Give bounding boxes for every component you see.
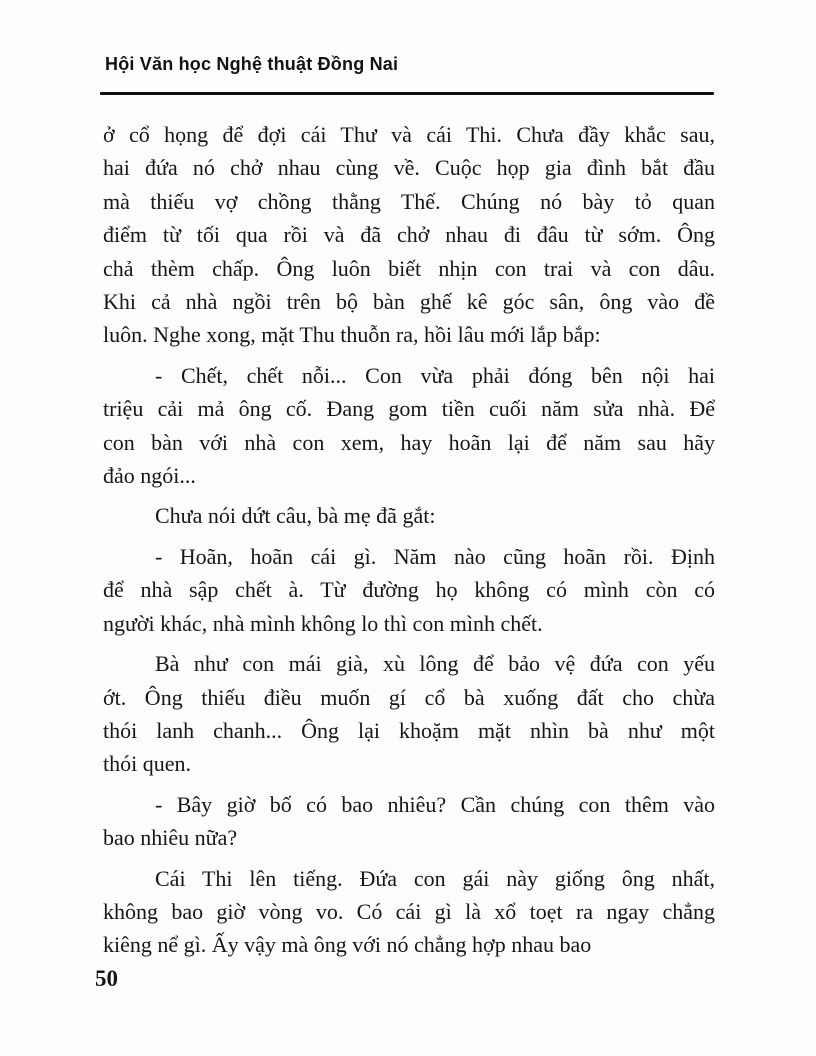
text-line: Khi cả nhà ngồi trên bộ bàn ghế kê góc sân, ông vào đề [103,289,715,315]
paragraph [103,862,715,962]
text-line: ớt. Ông thiếu điều muốn gí cổ bà xuống đất cho chừa [103,684,715,710]
text-line: Chưa nói dứt câu, bà mẹ đã gắt: [155,503,436,529]
text-line: Cái Thi lên tiếng. Đứa con gái này giống ông nhất, [155,865,715,891]
text-line: thói lanh chanh... Ông lại khoặm mặt nhìn bà như một [103,717,715,743]
text-line: - Bây giờ bố có bao nhiêu? Cần chúng con thêm vào [155,791,715,817]
page-number: 50 [95,966,118,991]
text-line: - Hoãn, hoãn cái gì. Năm nào cũng hoãn rồi. Định [155,543,715,569]
text-line: hai đứa nó chở nhau cùng về. Cuộc họp gia đình bắt đầu [103,155,715,181]
text-line: thói quen. [103,751,191,777]
text-line: không bao giờ vòng vo. Có cái gì là xổ toẹt ra ngay chẳng [103,898,715,924]
paragraph [103,499,715,532]
paragraph [103,647,715,781]
text-line: để nhà sập chết à. Từ đường họ không có mình còn có [103,577,715,603]
paragraph [103,540,715,640]
text-line: ở cổ họng để đợi cái Thư và cái Thi. Chưa đầy khắc sau, [103,122,715,147]
text-line: đảo ngói... [103,463,196,489]
text-line: triệu cải mả ông cố. Đang gom tiền cuối năm sửa nhà. Để [103,396,715,422]
body-text [103,118,715,969]
text-line: bao nhiêu nữa? [103,825,238,851]
paragraph [103,359,715,493]
header-rule [100,92,714,95]
text-line: người khác, nhà mình không lo thì con mình chết. [103,610,543,636]
text-line: luôn. Nghe xong, mặt Thu thuỗn ra, hồi lâu mới lắp bắp: [103,322,601,348]
text-line: Bà như con mái già, xù lông để bảo vệ đứa con yếu [155,651,715,677]
text-line: chả thèm chấp. Ông luôn biết nhịn con trai và con dâu. [103,255,715,281]
text-line: mà thiếu vợ chồng thằng Thế. Chúng nó bày tỏ quan [103,188,715,214]
paragraph [103,118,715,352]
running-header-title: Hội Văn học Nghệ thuật Đồng Nai [105,54,399,74]
text-line: kiêng nể gì. Ấy vậy mà ông với nó chẳng hợp nhau bao [103,932,592,958]
text-line: điểm từ tối qua rồi và đã chở nhau đi đâu từ sớm. Ông [103,222,715,248]
text-line: - Chết, chết nỗi... Con vừa phải đóng bên nội hai [155,362,715,388]
paragraph [103,788,715,855]
text-line: con bàn với nhà con xem, hay hoãn lại để năm sau hãy [103,429,715,455]
